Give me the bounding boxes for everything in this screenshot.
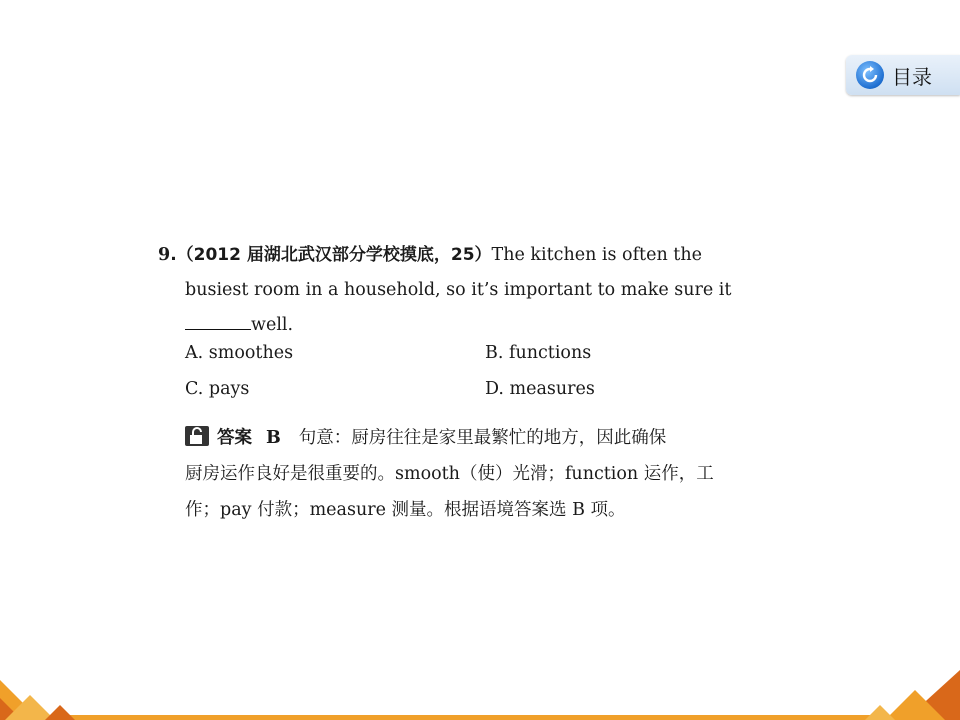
question-line-3 (158, 308, 798, 343)
unlock-icon (185, 423, 209, 443)
refresh-icon (856, 61, 884, 89)
question-stem-1: The kitchen is often the (491, 245, 702, 265)
answer-line-2: 厨房运作良好是很重要的。smooth（使）光滑；function 运作，工 (185, 464, 714, 484)
toc-button[interactable] (846, 55, 960, 95)
option-a: A. smoothes (185, 343, 294, 363)
question-source: .（2012 届湖北武汉部分学校摸底，25） (170, 245, 492, 265)
answer-block (185, 420, 798, 528)
option-d: D. measures (485, 379, 595, 399)
answer-blank (185, 311, 251, 330)
question-line-2: busiest room in a household, so it’s important to make sure it (185, 280, 732, 300)
question-number: 9 (158, 245, 171, 265)
answer-letter: B (266, 428, 281, 448)
question-stem-3: well. (251, 315, 294, 335)
option-b: B. functions (485, 343, 592, 363)
answer-title: 答案 (217, 428, 252, 448)
answer-line-3: 作；pay 付款；measure 测量。根据语境答案选 B 项。 (185, 500, 626, 520)
answer-text-1: 句意：厨房往往是家里最繁忙的地方，因此确保 (298, 428, 667, 448)
option-c: C. pays (185, 379, 250, 399)
decorative-footer (0, 660, 960, 720)
toc-label: 目录 (892, 64, 932, 89)
question-block (158, 238, 798, 343)
question-line-1 (158, 238, 798, 273)
answer-line-1 (185, 420, 798, 456)
